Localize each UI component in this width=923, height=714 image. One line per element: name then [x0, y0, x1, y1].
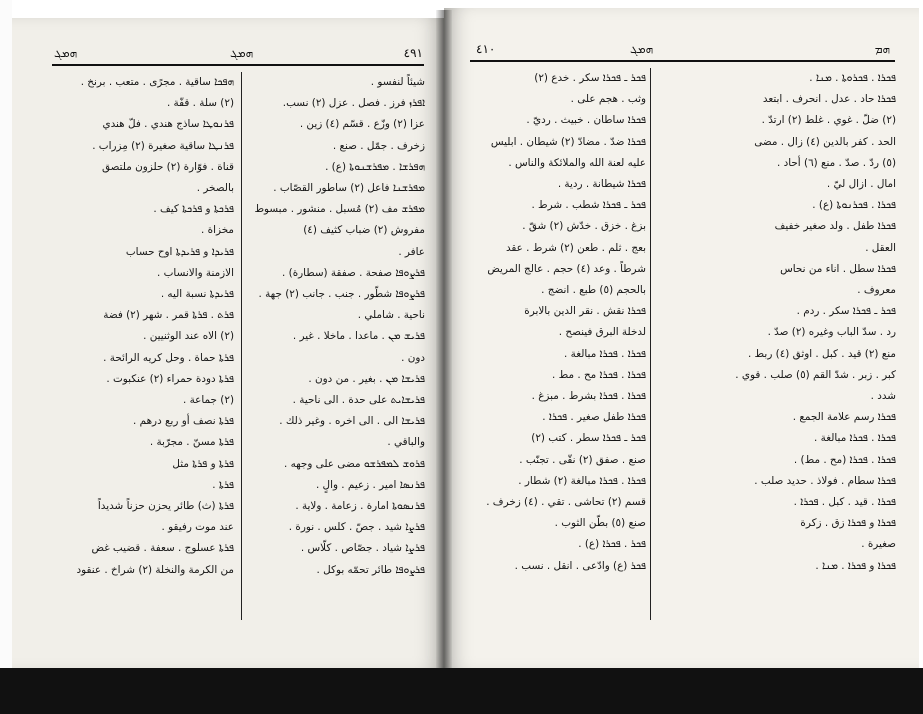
left-outer-line: ܦܪܬܐ دودة حمراء (٢) عنكبوت . [106, 372, 234, 385]
right-running-head-inner: ܗܡܓ [630, 42, 654, 56]
left-outer-line: من الكرمة والنخلة (٢) شراخ . عنقود [76, 563, 234, 576]
right-inner-line: لدخلة البرق فينصح . [558, 326, 646, 339]
left-inner-line: ܡܦܪܫ مف (٢) مُسبل . منشور . مبسوط [254, 203, 425, 216]
left-inner-line: ܦܪܝܫܐ ܡܢ . بغير . من دون . [308, 372, 425, 385]
left-header-rule [52, 64, 424, 66]
left-inner-line: ܦܪܢܣܘܬܐ امارة . زعامة . ولاية . [295, 500, 425, 513]
book-gutter [436, 10, 452, 672]
right-inner-line: ܦܟܪܐ . ܦܟܪܐ مح . مط . [552, 368, 646, 381]
right-page-header [472, 40, 894, 62]
right-outer-line: العقل . [865, 241, 896, 254]
right-inner-line: بعج . ثلم . طعن (٢) شرط . عقد [505, 241, 646, 254]
right-outer-line: (٢) ضلّ . غوي . غلط (٢) ارتدّ . [761, 114, 896, 127]
right-inner-line: ܦܟܪܐ شيطانة . ردية . [557, 178, 646, 191]
left-inner-line: ܗܦܪܫܐ . ܡܦܪܫܢܘܬܐ (ع) . [325, 160, 425, 173]
left-inner-line: ܦܪܝܫܐܝܬ على حدة . الى ناحية . [292, 394, 425, 407]
left-running-head-inner: ܗܡܓ [230, 46, 254, 60]
left-outer-line: ܦܪܬ . ܦܪܬܐ قمر . شهر (٢) فضة [103, 309, 234, 322]
left-inner-line: ܦܪܝܫܐ الى . الى اخره . وغير ذلك . [279, 415, 425, 428]
right-inner-line: ܦܟܪܐ ساطان . خبيث . رديّ . [526, 114, 646, 127]
right-outer-line: ܦܟܪܐ . ܦܟܪܢܘܬܐ (ع) . [812, 199, 896, 212]
right-header-rule [470, 60, 895, 62]
right-inner-line: صنع . صفق (٢) نقّى . تجنّب . [519, 453, 646, 466]
right-inner-line: ܦܟܪ ـ ܦܟܪܐ شطب . شرط . [531, 199, 646, 212]
left-outer-line: ܦܪܝܕܐ و ܦܪܝܕܬܐ اوح حساب [125, 245, 234, 258]
right-inner-line: صنع (٥) بطّن الثوب . [554, 517, 646, 530]
right-outer-line: ܦܟܪܐ حاد . عدل . انحرف . ابتعد [762, 93, 896, 106]
scan-margin [0, 0, 12, 668]
right-page-inner-column [474, 68, 646, 577]
right-inner-line: شرطاً . وعد (٤) حجم . عالج المريض [487, 262, 646, 275]
right-inner-line: وثب . هجم على . [570, 93, 646, 106]
left-inner-line: ܐܦܪܙ فرز . فصل . عزل (٢) نسب. [282, 97, 425, 110]
left-inner-line: ܦܪܢܣܐ امير . زعيم . والٍ . [315, 478, 425, 491]
right-inner-line: ܦܟܪܐ ضدّ . مضادّ (٢) شيطان . ابليس [490, 135, 646, 148]
right-inner-line: ܦܟܪܐ . ܦܟܪܐ مبالغة . [564, 347, 646, 360]
right-outer-line: صغيرة . [861, 538, 896, 551]
right-outer-line: ܦܟܪܐ . ܦܟܪܘܬܐ . ܡܢܐ . [809, 72, 896, 84]
left-outer-line: ܦܪܬܐ (ث) طائر يحزن حزناً شديداً [97, 500, 234, 513]
left-outer-line: ܦܪܬܐ حماة . وحل كريه الرائحة . [103, 351, 234, 364]
left-outer-line: ܗܦܟܐ ساقية . مجرًى . متعب . برنخ . [80, 76, 234, 88]
left-inner-line: زخرف . جمّل . صنع . [332, 139, 425, 152]
left-column-divider [241, 72, 242, 620]
left-outer-line: بالصخر . [196, 182, 234, 195]
left-outer-line: ܦܪܬܐ . [212, 478, 234, 491]
left-outer-line: الازمنة والانساب . [157, 266, 234, 279]
right-inner-line: بزغ . خزق . خدّش (٢) شقّ . [522, 220, 646, 233]
left-outer-line: قناة . فوّارة (٢) حلزون ملتصق [102, 160, 234, 173]
right-outer-line: الحد . كفر بالدين (٤) زال . مضى [754, 135, 896, 148]
left-inner-line: ܦܪܝܫ ܡܢ . ماعدا . ماخلا . غير . [292, 330, 425, 343]
right-outer-line: (٥) ردّ . صدّ . منع (٦) أحاد . [776, 156, 896, 169]
right-inner-line: ܦܟܪܐ نقش . نقر الدين بالابرة [524, 305, 646, 318]
left-outer-line: عند موت رفيقو . [161, 521, 234, 534]
left-outer-line: ܦܪܟܬܐ و ܦܪܟܬܐ كيف . [153, 203, 234, 216]
right-outer-line: ܦܟܪܐ . قيد . كبل . ܦܟܪܐ . [793, 496, 896, 509]
right-outer-line: ܦܟܪܐ و ܦܟܪܐ زق . زكرة [800, 517, 896, 530]
left-outer-line: ܦܪܢܘܛܐ ساذج هندي . فلّ هندي [102, 118, 234, 131]
right-outer-line: ܦܟܪܐ طفل . ولد صغير خفيف [774, 220, 896, 233]
right-inner-line: ܦܟܪܐ . ܦܟܪܐ مبالغة (٢) شطار . [518, 474, 646, 487]
right-outer-line: رد . سدّ الباب وغيره (٢) صدّ . [767, 326, 896, 339]
left-inner-line: والباقي . [387, 436, 425, 449]
right-inner-line: ܦܟܪ . ܦܟܪܐ (ع) . [578, 538, 646, 551]
right-inner-line: ܦܟܪܐ . ܦܟܪܐ بشرط . مبزغ . [531, 390, 646, 403]
left-inner-line: ܦܪܨܐ شيد . جصّ . كلس . نورة . [288, 521, 425, 534]
left-outer-line: مخزاة . [201, 224, 234, 237]
right-outer-line: امال . ازال ليّ . [826, 178, 896, 191]
scanner-bed-shadow [0, 668, 923, 714]
right-inner-line: ܦܟܪܐ طفل صغير . ܦܟܪܐ . [542, 411, 646, 424]
left-inner-line: ܡܦܪܫܢܐ فاعل (٢) ساطور القصّاب . [273, 182, 425, 195]
left-outer-line: ܦܪܬܐ عسلوج . سعفة . قضيب غض [91, 542, 234, 555]
right-outer-line: معروف . [857, 284, 896, 297]
right-outer-line: ܦܟܪܐ و ܦܟܪܐ . ܡܢܐ . [815, 559, 896, 572]
left-running-head-outer: ܗܡܓ [54, 46, 78, 60]
left-inner-line: ܦܪܨܘܦܐ طائر تحمّه بوكل . [316, 563, 425, 576]
right-inner-line: بالحجم (٥) طبع . انضج . [541, 284, 646, 297]
right-outer-line: ܦܟܪܐ . ܦܟܪܐ مبالغة . [814, 432, 896, 445]
right-outer-line: منع (٢) قيد . كبل . اوثق (٤) ربط . [747, 347, 896, 360]
right-outer-line: ܦܟܪܐ سطام . فولاذ . حديد صلب . [754, 474, 896, 487]
left-outer-line: (٢) جماعة . [183, 394, 234, 407]
left-outer-line: (٢) سلة . قفّة . [166, 97, 234, 110]
left-inner-line: ܦܪܨܘܦܐ شطّور . جنب . جانب (٢) جهة . [258, 288, 425, 301]
left-inner-line: شيئاً لنفسو . [370, 76, 425, 88]
right-running-head-outer: ܗܡ [874, 42, 890, 56]
right-outer-line: ܦܟܪܐ . ܦܟܪܐ (مح . مط) . [793, 453, 896, 466]
right-inner-line: عليه لعنة الله والملائكة والناس . [508, 156, 646, 169]
right-outer-line: ܦܟܪܐ رسم علامة الجمع . [792, 411, 896, 424]
left-inner-line: دون . [401, 351, 425, 364]
right-outer-line: ܦܟܪ ـ ܦܟܪܐ سكر . ردم . [796, 305, 896, 318]
right-inner-line: قسم (٢) تحاشى . تقي . (٤) زخرف . [486, 496, 646, 509]
right-outer-line: ܦܟܪܐ سطل . اناء من نحاس [780, 262, 896, 275]
right-page-number: ٤١٠ [476, 42, 496, 56]
left-inner-line: ܦܪܘܫ ܠܡܦܪܫܘ مضى على وجهه . [283, 457, 425, 470]
left-inner-line: ܦܪܨܘܦܐ صفحة . صفقة (سطارة) . [282, 266, 425, 279]
left-outer-line: ܦܪܬܐ مسنّ . مجرّبة . [149, 436, 234, 449]
left-outer-line: ܦܪܢܛܐ ساقية صغيرة (٢) مِزراب . [92, 139, 234, 152]
left-outer-line: ܦܪܬܐ و ܦܪܬܐ مثل [172, 457, 234, 470]
right-inner-line: ܦܟܪ ـ ܦܟܪܐ سكر . خدع (٢) [534, 72, 646, 84]
right-outer-line: شدد . [870, 390, 896, 403]
right-page-outer-column [656, 68, 896, 577]
left-inner-line: ܦܪܨܐ شياد . جصّاص . كلّاس . [300, 542, 425, 555]
left-inner-line: مفروش (٢) ضباب كثيف (٤) [303, 224, 425, 237]
right-inner-line: ܦܟܪ (ع) وادّعى . انقل . نسب . [514, 559, 646, 572]
left-page-header [50, 44, 425, 66]
left-page-number: ٤٩١ [403, 46, 423, 60]
left-inner-line: ناحية . شاملي . [357, 309, 425, 322]
left-inner-line: عافر . [398, 245, 425, 258]
right-inner-line: ܦܟܪ ـ ܦܟܪܐ سطر . كتب (٢) [531, 432, 646, 445]
left-inner-line: عزا (٢) وزّع . قسّم (٤) زين . [299, 118, 425, 131]
left-outer-line: (٢) الاه عند الوثنيين . [143, 330, 234, 343]
left-page-outer-column [56, 72, 234, 581]
left-outer-line: ܦܪܝܕܬܐ نسبة اليه . [160, 288, 234, 301]
left-page-inner-column [247, 72, 425, 581]
right-column-divider [650, 68, 651, 620]
right-outer-line: كبر . زبر . شدّ القم (٥) صلب . قوي . [735, 368, 896, 381]
left-outer-line: ܦܪܬܐ نصف أو ربع درهم . [133, 415, 234, 428]
